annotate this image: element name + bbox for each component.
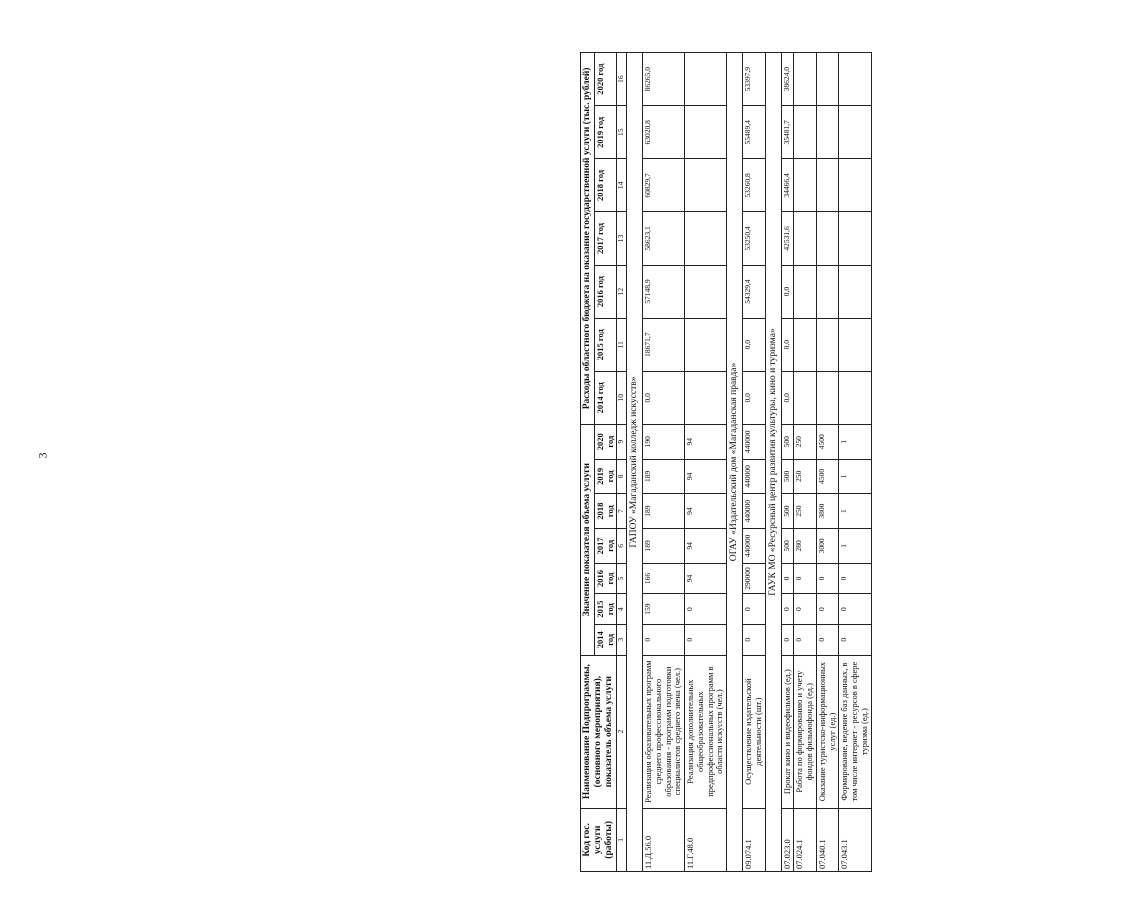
volume-cell: 250 [794,494,817,529]
column-number: 2 [617,655,627,808]
volume-cell: 1 [839,494,871,529]
services-table [580,52,872,872]
volume-cell: 94 [685,424,727,459]
volume-cell: 0 [685,594,727,625]
budget-cell: 0,0 [743,318,766,371]
header-volume-group: Значение показателя объема услуги [581,424,595,655]
header-year: 2020 год [594,424,617,459]
volume-cell: 440000 [743,459,766,494]
volume-cell: 500 [781,424,794,459]
header-year: 2017 год [594,212,617,265]
section-title: ГАПОУ «Магаданский колледж искусств» [627,53,643,872]
budget-cell: 42531,6 [781,212,794,265]
row-name: Реализация дополнительных общеобразовательных предпрофессиональных программ в области искусств (чел.) [685,655,727,808]
budget-cell: 55489,4 [743,106,766,159]
header-budget-group: Расходы областного бюджета на оказание государственной услуги (тыс. рублей) [581,53,595,425]
volume-cell: 0 [816,563,839,594]
header-code: Код гос. услуги (работы) [581,808,617,871]
budget-cell: 60829,7 [643,159,685,212]
header-column-numbers [617,53,627,872]
column-number: 10 [617,371,627,424]
column-number: 5 [617,563,627,594]
budget-cell [839,212,871,265]
volume-cell: 0 [643,624,685,655]
row-code: 07.043.1 [839,808,871,871]
section-row [627,53,643,872]
table-row [743,53,766,872]
budget-cell [816,53,839,106]
row-code: 09.074.1 [743,808,766,871]
budget-cell: 53250,4 [743,212,766,265]
budget-cell [685,265,727,318]
volume-cell: 0 [743,624,766,655]
budget-cell: 53397,9 [743,53,766,106]
volume-cell: 94 [685,563,727,594]
volume-cell: 0 [781,594,794,625]
row-name: Осуществление издательской деятельности (шт.) [743,655,766,808]
budget-cell [685,318,727,371]
budget-cell [839,106,871,159]
volume-cell: 0 [794,594,817,625]
budget-cell: 57148,9 [643,265,685,318]
budget-cell [794,265,817,318]
table-row [794,53,817,872]
budget-cell [685,212,727,265]
budget-cell: 0,0 [743,371,766,424]
budget-cell [839,265,871,318]
table-body [627,53,872,872]
column-number: 14 [617,159,627,212]
header-year: 2014 год [594,624,617,655]
budget-cell: 63020,8 [643,106,685,159]
volume-cell: 1 [839,528,871,563]
volume-cell: 3000 [816,528,839,563]
volume-cell: 500 [781,528,794,563]
volume-cell: 189 [643,528,685,563]
budget-cell [794,159,817,212]
volume-cell: 290000 [743,563,766,594]
table-row [643,53,685,872]
row-name: Прокат кино и видеофильмов (ед.) [781,655,794,808]
volume-cell: 1 [839,459,871,494]
budget-cell [816,212,839,265]
budget-cell [794,106,817,159]
section-title: ОГАУ «Издательский дом «Магаданская правда» [727,53,743,872]
row-name: Оказание туристско-информационных услуг (ед.) [816,655,839,808]
volume-cell: 159 [643,594,685,625]
budget-cell: 0,0 [781,371,794,424]
volume-cell: 0 [794,563,817,594]
budget-cell [816,318,839,371]
column-number: 9 [617,424,627,459]
column-number: 11 [617,318,627,371]
budget-cell [794,371,817,424]
volume-cell: 94 [685,494,727,529]
table-row [839,53,871,872]
table-row [781,53,794,872]
row-name: Реализация образовательных программ среднего профессионального образования - программ подготовки специалистов среднего звена (чел.) [643,655,685,808]
volume-cell: 166 [643,563,685,594]
volume-cell: 190 [643,424,685,459]
budget-cell [685,106,727,159]
volume-cell: 440000 [743,528,766,563]
volume-cell: 0 [794,624,817,655]
page-number: 3 [35,452,50,459]
budget-cell: 38624,0 [781,53,794,106]
budget-cell: 0,0 [781,265,794,318]
header-year: 2020 год [594,53,617,106]
volume-cell: 0 [816,594,839,625]
section-title: ГАУК МО «Ресурсный центр развития культуры, кино и туризма» [765,53,781,872]
volume-cell: 0 [816,624,839,655]
header-year: 2019 год [594,459,617,494]
column-number: 13 [617,212,627,265]
row-code: 11.Д.56.0 [643,808,685,871]
volume-cell: 189 [643,494,685,529]
column-number: 16 [617,53,627,106]
header-name: Наименование Подпрограммы, (основного мероприятия), показатель объема услуги [581,655,617,808]
budget-cell [816,159,839,212]
budget-cell [839,53,871,106]
budget-cell: 18671,7 [643,318,685,371]
header-year: 2018 год [594,159,617,212]
volume-cell: 94 [685,528,727,563]
volume-cell: 94 [685,459,727,494]
row-code: 07.040.1 [816,808,839,871]
budget-cell: 35481,7 [781,106,794,159]
header-year: 2016 год [594,265,617,318]
column-number: 4 [617,594,627,625]
budget-cell: 58623,1 [643,212,685,265]
budget-cell: 53260,8 [743,159,766,212]
volume-cell: 500 [781,459,794,494]
budget-cell [816,371,839,424]
budget-cell [794,318,817,371]
budget-cell [794,53,817,106]
volume-cell: 0 [839,624,871,655]
budget-cell [685,159,727,212]
budget-cell [816,106,839,159]
column-number: 1 [617,808,627,871]
budget-cell: 0,0 [643,371,685,424]
column-number: 15 [617,106,627,159]
volume-cell: 3800 [816,494,839,529]
rotated-table-container [580,52,1140,872]
volume-cell: 0 [839,594,871,625]
volume-cell: 440000 [743,494,766,529]
column-number: 6 [617,528,627,563]
volume-cell: 500 [781,494,794,529]
header-year: 2019 год [594,106,617,159]
volume-cell: 4500 [816,424,839,459]
budget-cell [839,159,871,212]
table-header [581,53,627,872]
row-name: Работа по формированию и учету фондов фильмофонда (ед.) [794,655,817,808]
budget-cell: 86265,0 [643,53,685,106]
row-code: 07.024.1 [794,808,817,871]
budget-cell [816,265,839,318]
header-year: 2015 год [594,594,617,625]
budget-cell [839,318,871,371]
volume-cell: 0 [781,563,794,594]
row-name: Формирование, ведение баз данных, в том числе интернет - ресурсов в сфере туризма (ед.) [839,655,871,808]
column-number: 8 [617,459,627,494]
volume-cell: 250 [794,459,817,494]
budget-cell [685,371,727,424]
section-row [765,53,781,872]
volume-cell: 0 [743,594,766,625]
row-code: 11.Г.48.0 [685,808,727,871]
budget-cell [839,371,871,424]
header-year: 2015 год [594,318,617,371]
section-row [727,53,743,872]
volume-cell: 0 [839,563,871,594]
header-year: 2014 год [594,371,617,424]
volume-cell: 0 [685,624,727,655]
volume-cell: 0 [781,624,794,655]
volume-cell: 189 [643,459,685,494]
budget-cell: 34466,4 [781,159,794,212]
column-number: 3 [617,624,627,655]
table-row [685,53,727,872]
row-code: 07.023.0 [781,808,794,871]
volume-cell: 4500 [816,459,839,494]
volume-cell: 250 [794,424,817,459]
header-year: 2017 год [594,528,617,563]
budget-cell: 54329,4 [743,265,766,318]
table-row [816,53,839,872]
volume-cell: 440000 [743,424,766,459]
budget-cell [794,212,817,265]
column-number: 12 [617,265,627,318]
budget-cell: 0,0 [781,318,794,371]
header-year: 2018 год [594,494,617,529]
volume-cell: 1 [839,424,871,459]
column-number: 7 [617,494,627,529]
header-year: 2016 год [594,563,617,594]
budget-cell [685,53,727,106]
volume-cell: 280 [794,528,817,563]
